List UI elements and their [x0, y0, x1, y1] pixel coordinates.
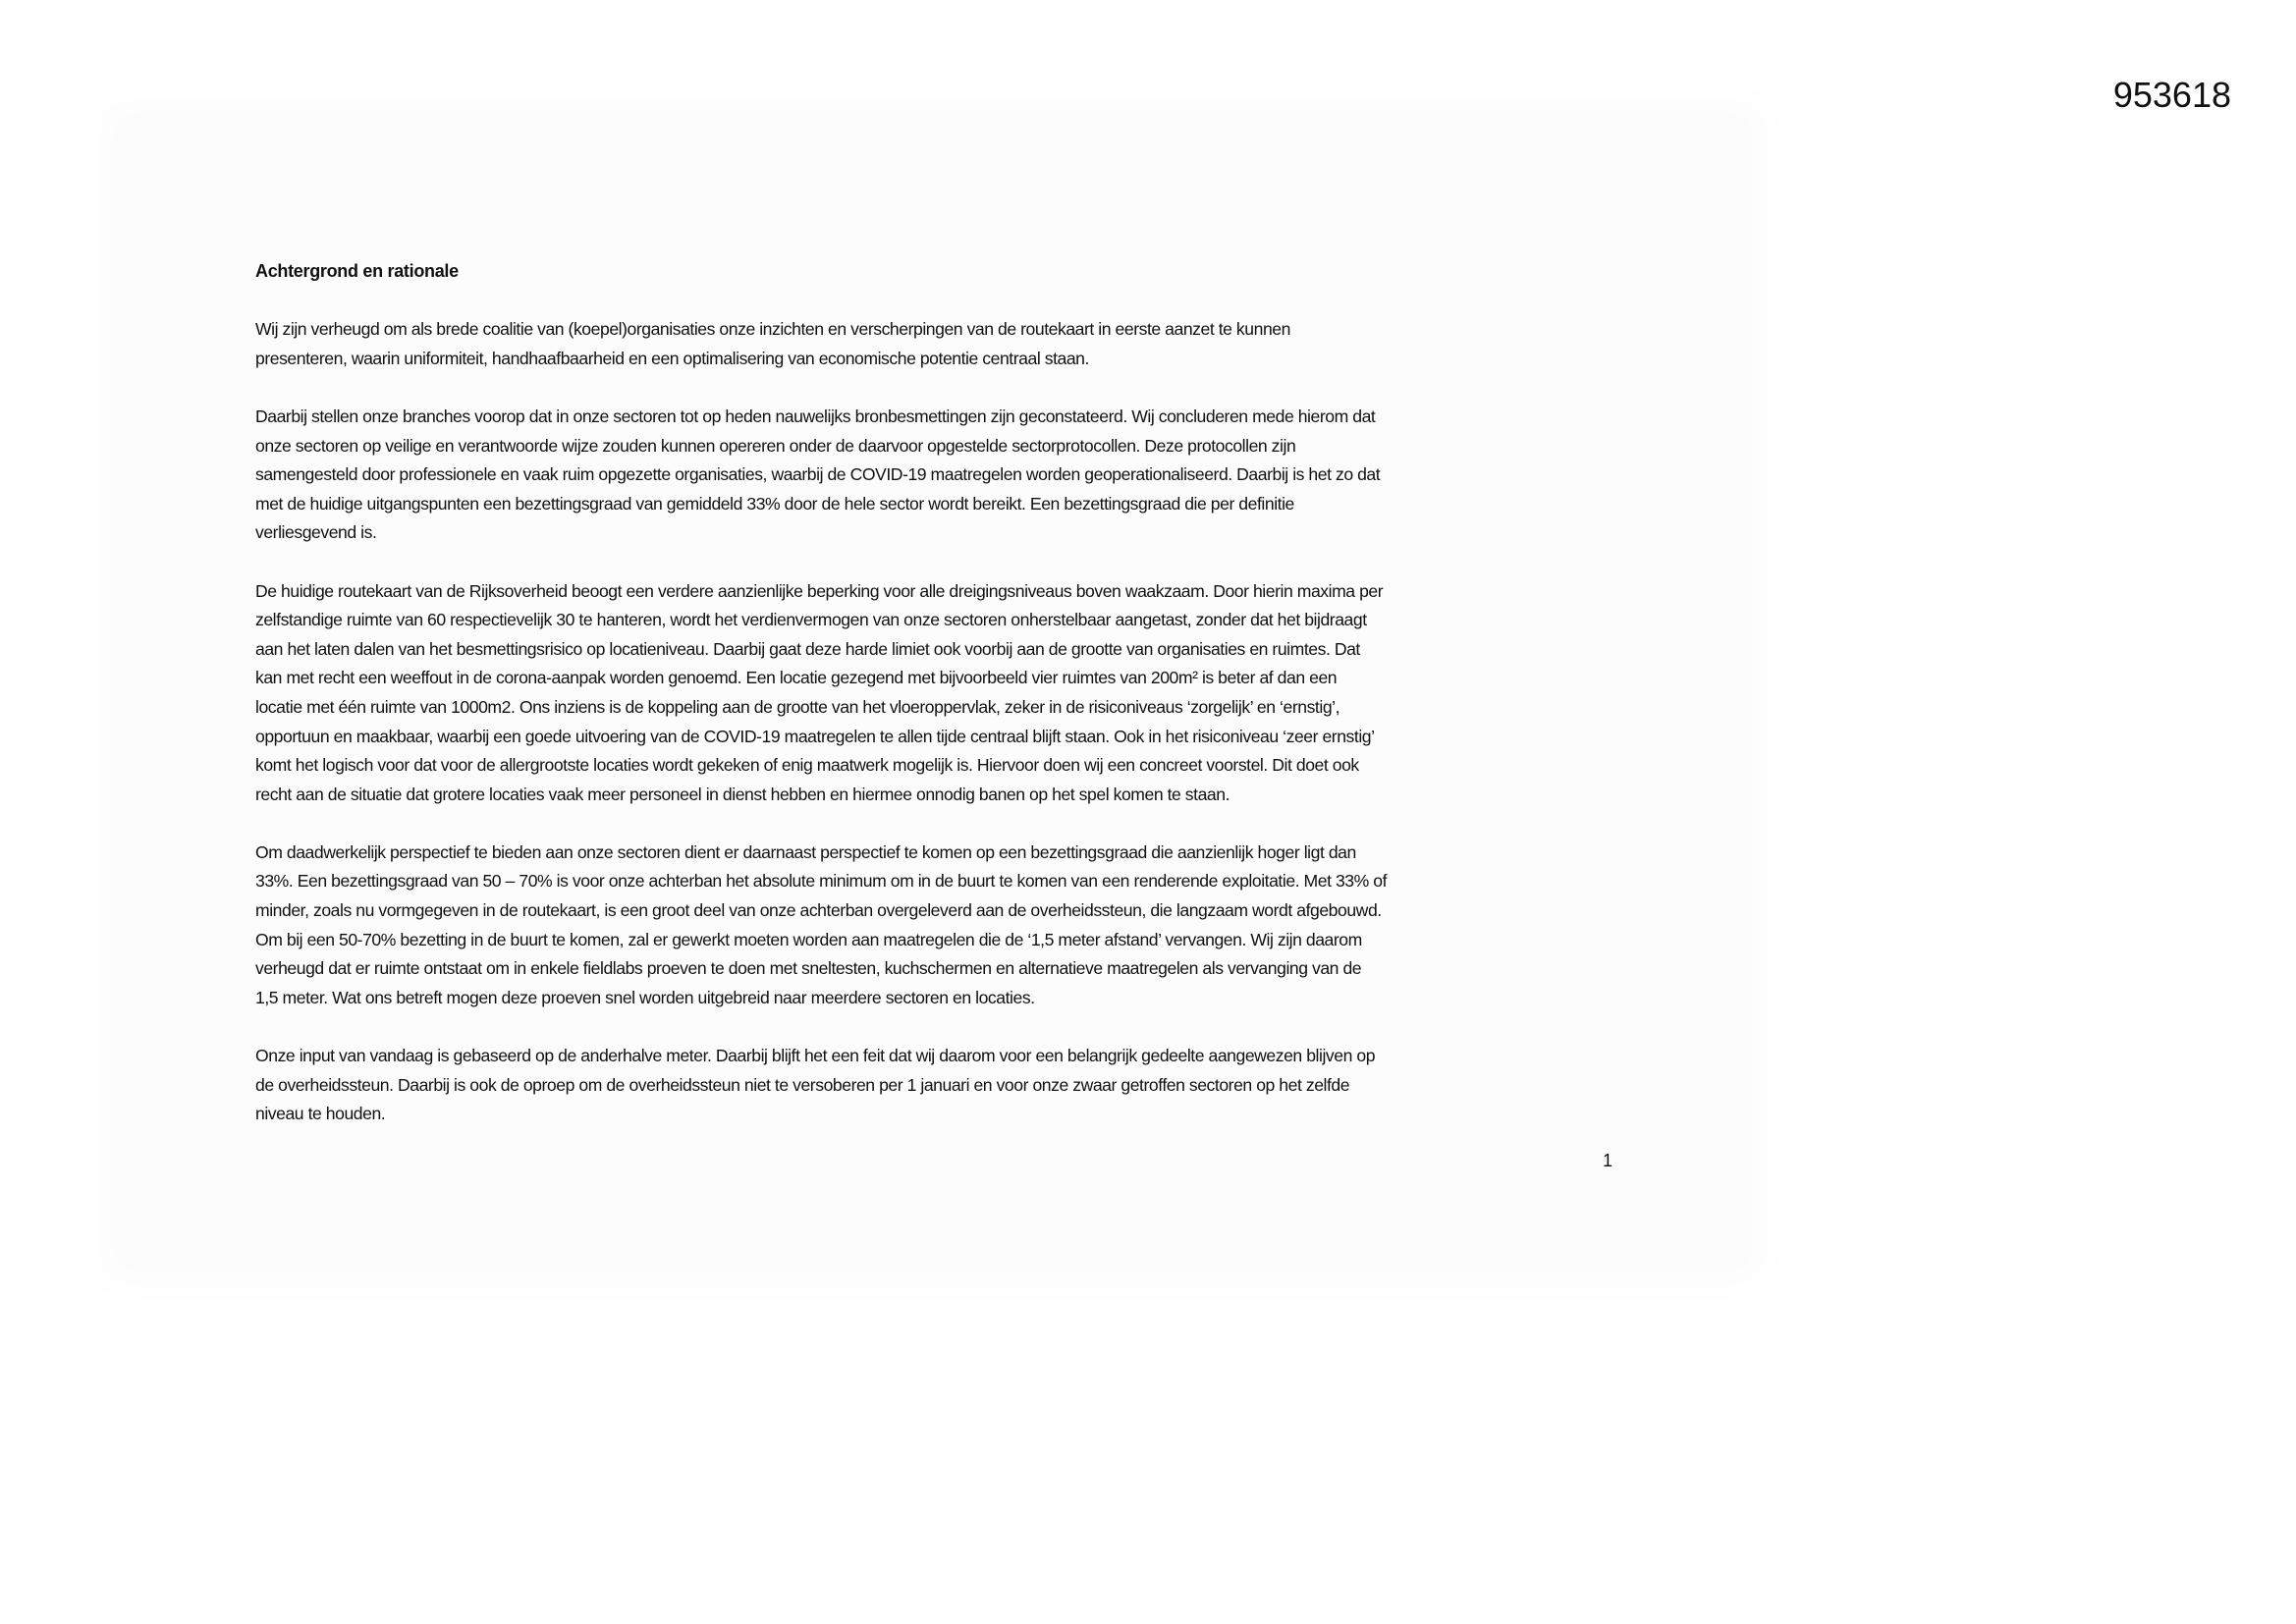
- paragraph-line: verliesgevend is.: [255, 522, 377, 543]
- paragraph-line: kan met recht een weeffout in de corona-aanpak worden genoemd. Een locatie gezegend met bijvoorbeeld vier ruimtes van 200m² is beter af dan een: [255, 668, 1338, 688]
- page-number: 1: [1603, 1151, 1613, 1170]
- paragraph-line: aan het laten dalen van het besmettingsrisico op locatieniveau. Daarbij gaat deze harde limiet ook voorbij aan de grootte van organisaties en ruimtes. Dat: [255, 638, 1360, 659]
- document-body: [255, 257, 1630, 1158]
- paragraph-line: Onze input van vandaag is gebaseerd op de anderhalve meter. Daarbij blijft het een feit dat wij daarom voor een belangrijk gedeelte aangewezen blijven op: [255, 1046, 1376, 1066]
- paragraph-line: presenteren, waarin uniformiteit, handhaafbaarheid en een optimalisering van economische potentie centraal staan.: [255, 348, 1089, 368]
- paragraph-line: niveau te houden.: [255, 1104, 386, 1124]
- paragraph-line: minder, zoals nu vormgegeven in de routekaart, is een groot deel van onze achterban overgeleverd aan de overheidssteun, die langzaam wordt afgebouwd.: [255, 900, 1382, 921]
- paragraph-line: locatie met één ruimte van 1000m2. Ons inziens is de koppeling aan de grootte van het vloeroppervlak, zeker in de risiconiveaus ‘zorgelijk’ en ‘ernstig’,: [255, 696, 1340, 717]
- paragraph-line: Om daadwerkelijk perspectief te bieden aan onze sectoren dient er daarnaast perspectief te komen op een bezettingsgraad die aanzienlijk hoger ligt dan: [255, 841, 1356, 862]
- paragraph-line: onze sectoren op veilige en verantwoorde wijze zouden kunnen opereren onder de daarvoor opgestelde sectorprotocollen. Deze protocollen zijn: [255, 435, 1296, 456]
- paragraph-line: Om bij een 50-70% bezetting in de buurt te komen, zal er gewerkt moeten worden aan maatregelen die de ‘1,5 meter afstand’ vervangen. Wij zijn daarom: [255, 929, 1362, 949]
- paragraph: [255, 403, 1630, 548]
- paragraph-line: zelfstandige ruimte van 60 respectievelijk 30 te hanteren, wordt het verdienvermogen van onze sectoren onherstelbaar aangetast, zonder dat het bijdraagt: [255, 610, 1367, 630]
- paragraph: [255, 315, 1630, 373]
- paragraph-line: Wij zijn verheugd om als brede coalitie van (koepel)organisaties onze inzichten en verscherpingen van de routekaart in eerste aanzet te kunnen: [255, 319, 1290, 340]
- paragraph: [255, 577, 1630, 810]
- paragraph-line: samengesteld door professionele en vaak ruim opgezette organisaties, waarbij de COVID-19 maatregelen worden geoperationaliseerd. Daarbij is het zo dat: [255, 464, 1381, 485]
- paragraph-line: met de huidige uitgangspunten een bezettingsgraad van gemiddeld 33% door de hele sector wordt bereikt. Een bezettingsgraad die per definitie: [255, 493, 1294, 514]
- section-heading: Achtergrond en rationale: [255, 261, 459, 281]
- paragraph-line: de overheidssteun. Daarbij is ook de oproep om de overheidssteun niet te versoberen per 1 januari en voor onze zwaar getroffen sectoren op het zelfde: [255, 1074, 1350, 1095]
- paragraph: [255, 839, 1630, 1013]
- paragraphs: [255, 315, 1630, 1129]
- paragraph-line: 33%. Een bezettingsgraad van 50 – 70% is voor onze achterban het absolute minimum om in de buurt te komen van een renderende exploitatie. Met 33% of: [255, 871, 1388, 892]
- paragraph-line: recht aan de situatie dat grotere locaties vaak meer personeel in dienst hebben en hiermee onnodig banen op het spel komen te staan.: [255, 784, 1230, 804]
- paragraph-line: verheugd dat er ruimte ontstaat om in enkele fieldlabs proeven te doen met sneltesten, kuchschermen en alternatieve maatregelen als vervanging van de: [255, 958, 1362, 979]
- paragraph-line: 1,5 meter. Wat ons betreft mogen deze proeven snel worden uitgebreid naar meerdere sectoren en locaties.: [255, 987, 1035, 1007]
- paragraph-line: komt het logisch voor dat voor de allergrootste locaties wordt gekeken of enig maatwerk mogelijk is. Hiervoor doen wij een concreet voorstel. Dit doet ook: [255, 755, 1359, 776]
- paragraph-line: opportuun en maakbaar, waarbij een goede uitvoering van de COVID-19 maatregelen te allen tijde centraal blijft staan. Ook in het risiconiveau ‘zeer ernstig’: [255, 726, 1375, 746]
- paragraph: [255, 1042, 1630, 1129]
- paragraph-line: Daarbij stellen onze branches voorop dat in onze sectoren tot op heden nauwelijks bronbesmettingen zijn geconstateerd. Wij concluderen mede hierom dat: [255, 406, 1376, 426]
- paragraph-line: De huidige routekaart van de Rijksoverheid beoogt een verdere aanzienlijke beperking voor alle dreigingsniveaus boven waakzaam. Door hierin maxima per: [255, 580, 1384, 601]
- document-number: 953618: [2112, 75, 2231, 115]
